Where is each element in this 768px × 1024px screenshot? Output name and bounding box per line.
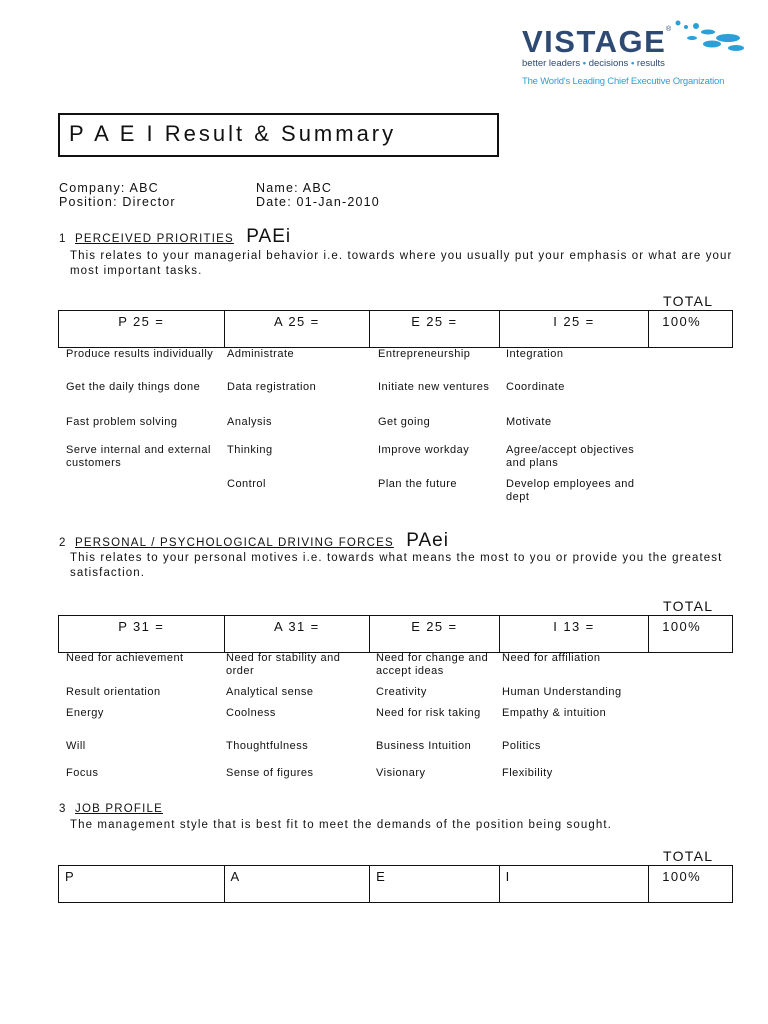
list-item: Serve internal and external customers [66, 444, 211, 469]
list-item: Thoughtfulness [226, 740, 309, 752]
list-item: Focus [66, 767, 99, 779]
list-item: Produce results individually [66, 348, 214, 360]
list-item: Get the daily things done [66, 381, 201, 393]
list-item: Visionary [376, 767, 426, 779]
section-3-heading: 3 JOB PROFILE [59, 803, 163, 815]
list-item: Analytical sense [226, 686, 314, 698]
score-a: A 31 = [225, 616, 371, 652]
list-item: Need for achievement [66, 652, 184, 664]
list-item: Plan the future [378, 478, 458, 490]
logo-dots-icon [668, 18, 748, 54]
list-item: Data registration [227, 381, 317, 393]
section-3-title: JOB PROFILE [75, 803, 163, 815]
list-item: Control [227, 478, 266, 490]
list-item: Integration [506, 348, 564, 360]
vistage-logo [518, 18, 754, 92]
score-p: P 31 = [59, 616, 225, 652]
score-total: 100% [662, 314, 702, 329]
section-1-description: This relates to your managerial behavior i.e. towards where you usually put your emphasis or what are your most important tasks. [70, 250, 733, 277]
score-e: E [370, 866, 500, 902]
logo-wordmark: VISTAGE [522, 24, 667, 59]
list-item: Empathy & intuition [502, 707, 607, 719]
list-item: Sense of figures [226, 767, 314, 779]
list-item: Agree/accept objectives and plans [506, 444, 635, 469]
list-item: Will [66, 740, 86, 752]
list-item: Creativity [376, 686, 427, 698]
section-3-total-label: TOTAL [663, 848, 714, 864]
company-field: Company: ABC [59, 181, 159, 195]
score-i: I 13 = [500, 616, 650, 652]
position-field: Position: Director [59, 195, 176, 209]
logo-registered-mark: ® [666, 26, 672, 33]
logo-subtitle: The World's Leading Chief Executive Organization [522, 76, 725, 87]
list-item: Need for risk taking [376, 707, 481, 719]
list-item: Flexibility [502, 767, 553, 779]
section-3-description: The management style that is best fit to meet the demands of the position being sought. [70, 819, 612, 831]
list-item: Need for affiliation [502, 652, 601, 664]
list-item: Result orientation [66, 686, 161, 698]
score-e: E 25 = [370, 616, 500, 652]
list-item: Administrate [227, 348, 295, 360]
title-box [58, 113, 499, 157]
section-2-total-label: TOTAL [663, 598, 714, 614]
list-item: Coolness [226, 707, 276, 719]
list-item: Motivate [506, 416, 552, 428]
score-e: E 25 = [370, 311, 500, 347]
section-1-title: PERCEIVED PRIORITIES [75, 233, 234, 245]
section-2-code: PAei [406, 530, 449, 551]
section-2-heading: 2 PERSONAL / PSYCHOLOGICAL DRIVING FORCES PAei [59, 530, 449, 551]
list-item: Fast problem solving [66, 416, 178, 428]
list-item: Human Understanding [502, 686, 622, 698]
list-item: Coordinate [506, 381, 565, 393]
score-p: P 25 = [59, 311, 225, 347]
score-a: A 25 = [225, 311, 371, 347]
score-a: A [225, 866, 371, 902]
list-item: Need for change and accept ideas [376, 652, 489, 677]
section-1-total-label: TOTAL [663, 293, 714, 309]
section-2-title: PERSONAL / PSYCHOLOGICAL DRIVING FORCES [75, 537, 394, 549]
score-p: P [59, 866, 225, 902]
list-item: Need for stability and order [226, 652, 341, 677]
list-item: Energy [66, 707, 104, 719]
score-total: 100% [662, 869, 702, 884]
score-i: I [500, 866, 650, 902]
list-item: Get going [378, 416, 431, 428]
list-item: Improve workday [378, 444, 470, 456]
list-item: Develop employees and dept [506, 478, 635, 503]
section-1-heading: 1 PERCEIVED PRIORITIES PAEi [59, 226, 292, 247]
date-field: Date: 01-Jan-2010 [256, 195, 380, 209]
section-2-score-table [58, 615, 733, 653]
list-item: Business Intuition [376, 740, 472, 752]
logo-tagline: better leaders • decisions • results [522, 58, 665, 69]
section-3-score-table [58, 865, 733, 903]
score-total: 100% [662, 619, 702, 634]
list-item: Analysis [227, 416, 272, 428]
score-i: I 25 = [500, 311, 650, 347]
list-item: Politics [502, 740, 541, 752]
section-2-description: This relates to your personal motives i.e. towards what means the most to you or provide you the greatest satisfaction. [70, 552, 723, 579]
page-title: P A E I Result & Summary [69, 121, 397, 146]
section-1-code: PAEi [246, 226, 292, 247]
list-item: Thinking [227, 444, 273, 456]
list-item: Initiate new ventures [378, 381, 490, 393]
section-1-score-table [58, 310, 733, 348]
name-field: Name: ABC [256, 181, 333, 195]
list-item: Entrepreneurship [378, 348, 471, 360]
